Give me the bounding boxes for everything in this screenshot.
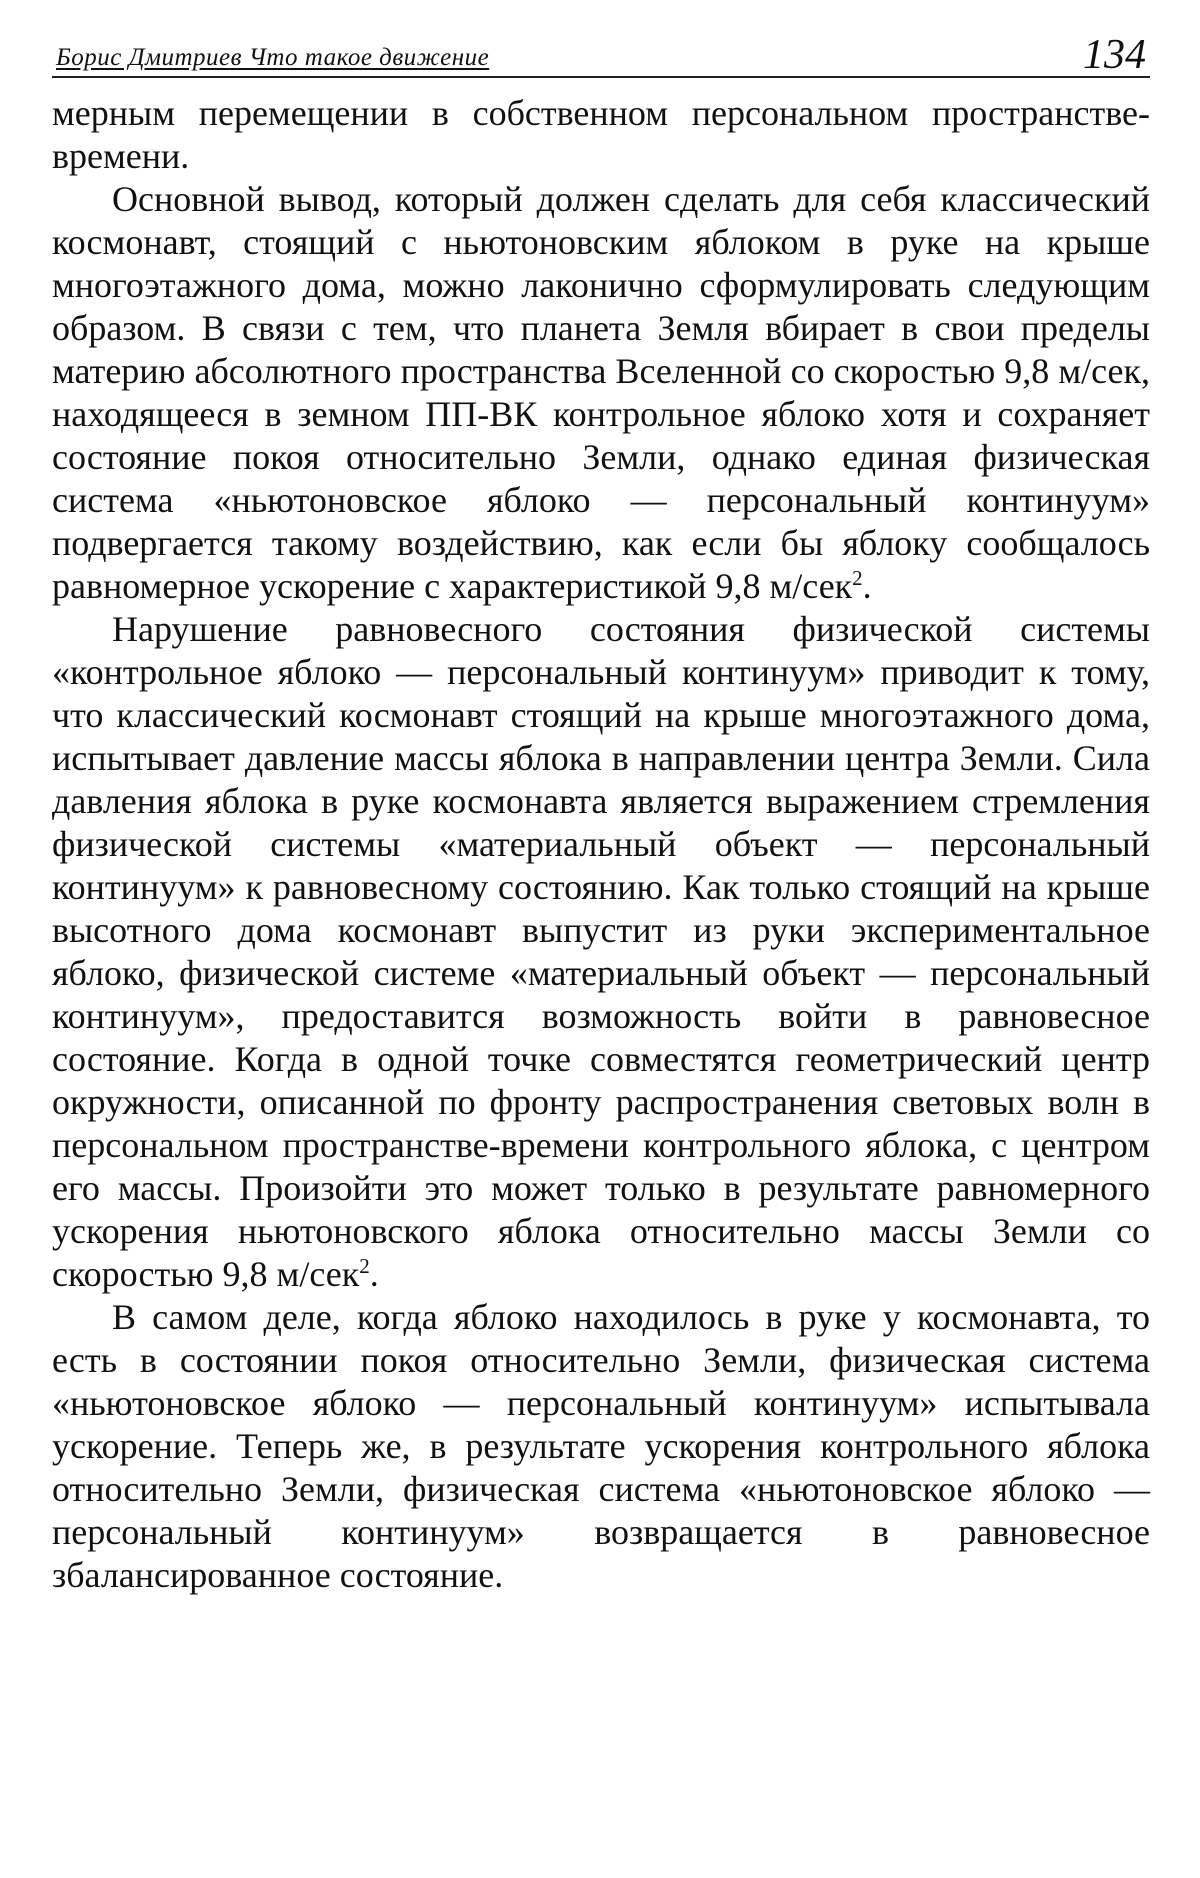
- paragraph-text: В самом деле, когда яблоко находилось в руке у космонавта, то есть в состоянии покоя относительно Земли, физическая система «ньютоновское яблоко — персональный континуум» испытывала ускорение. Теперь же, в результате ускорения контрольного яблока относительно Земли, физическая система «ньютоновское яблоко — персональный континуум» возвращается в равновесное збалансированное состояние.: [52, 1297, 1150, 1595]
- superscript: 2: [359, 1254, 370, 1278]
- paragraph: [52, 608, 1150, 1296]
- paragraph-continuation: [52, 92, 1150, 178]
- paragraph-text: Основной вывод, который должен сделать для себя классический космонавт, стоящий с ньютоновским яблоком в руке на крыше многоэтажного дома, можно лаконично сформулировать следующим образом. В связи с тем, что планета Земля вбирает в свои пределы материю абсолютного пространства Вселенной со скоростью 9,8 м/сек, находящееся в земном ПП-ВК контрольное яблоко хотя и сохраняет состояние покоя относительно Земли, однако единая физическая система «ньютоновское яблоко — персональный континуум» подвергается такому воздействию, как если бы яблоку сообщалось равномерное ускорение с характеристикой 9,8 м/сек: [52, 179, 1150, 606]
- paragraph: [52, 178, 1150, 608]
- paragraph-text: Нарушение равновесного состояния физической системы «контрольное яблоко — персональный континуум» приводит к тому, что классический космонавт стоящий на крыше многоэтажного дома, испытывает давление массы яблока в направлении центра Земли. Сила давления яблока в руке космонавта является выражением стремления физической системы «материальный объект — персональный континуум» к равновесному состоянию. Как только стоящий на крыше высотного дома космонавт выпустит из руки экспериментальное яблоко, физической системе «материальный объект — персональный континуум», предоставится возможность войти в равновесное состояние. Когда в одной точке совместятся геометрический центр окружности, описанной по фронту распространения световых волн в персональном пространстве-времени контрольного яблока, с центром его массы. Произойти это может только в результате равномерного ускорения ньютоновского яблока относительно массы Земли со скоростью 9,8 м/сек: [52, 609, 1150, 1294]
- page-header: [52, 22, 1150, 78]
- paragraph: [52, 1296, 1150, 1597]
- paragraph-tail: .: [369, 1254, 379, 1294]
- paragraph-tail: .: [862, 566, 872, 606]
- superscript: 2: [852, 566, 863, 590]
- page-number: 134: [1083, 32, 1146, 78]
- running-title: Борис Дмитриев Что такое движение: [56, 44, 490, 71]
- paragraph-text: мерным перемещении в собственном персональном пространстве-времени.: [52, 93, 1150, 176]
- book-page: [52, 22, 1150, 1597]
- body-text: [52, 92, 1150, 1597]
